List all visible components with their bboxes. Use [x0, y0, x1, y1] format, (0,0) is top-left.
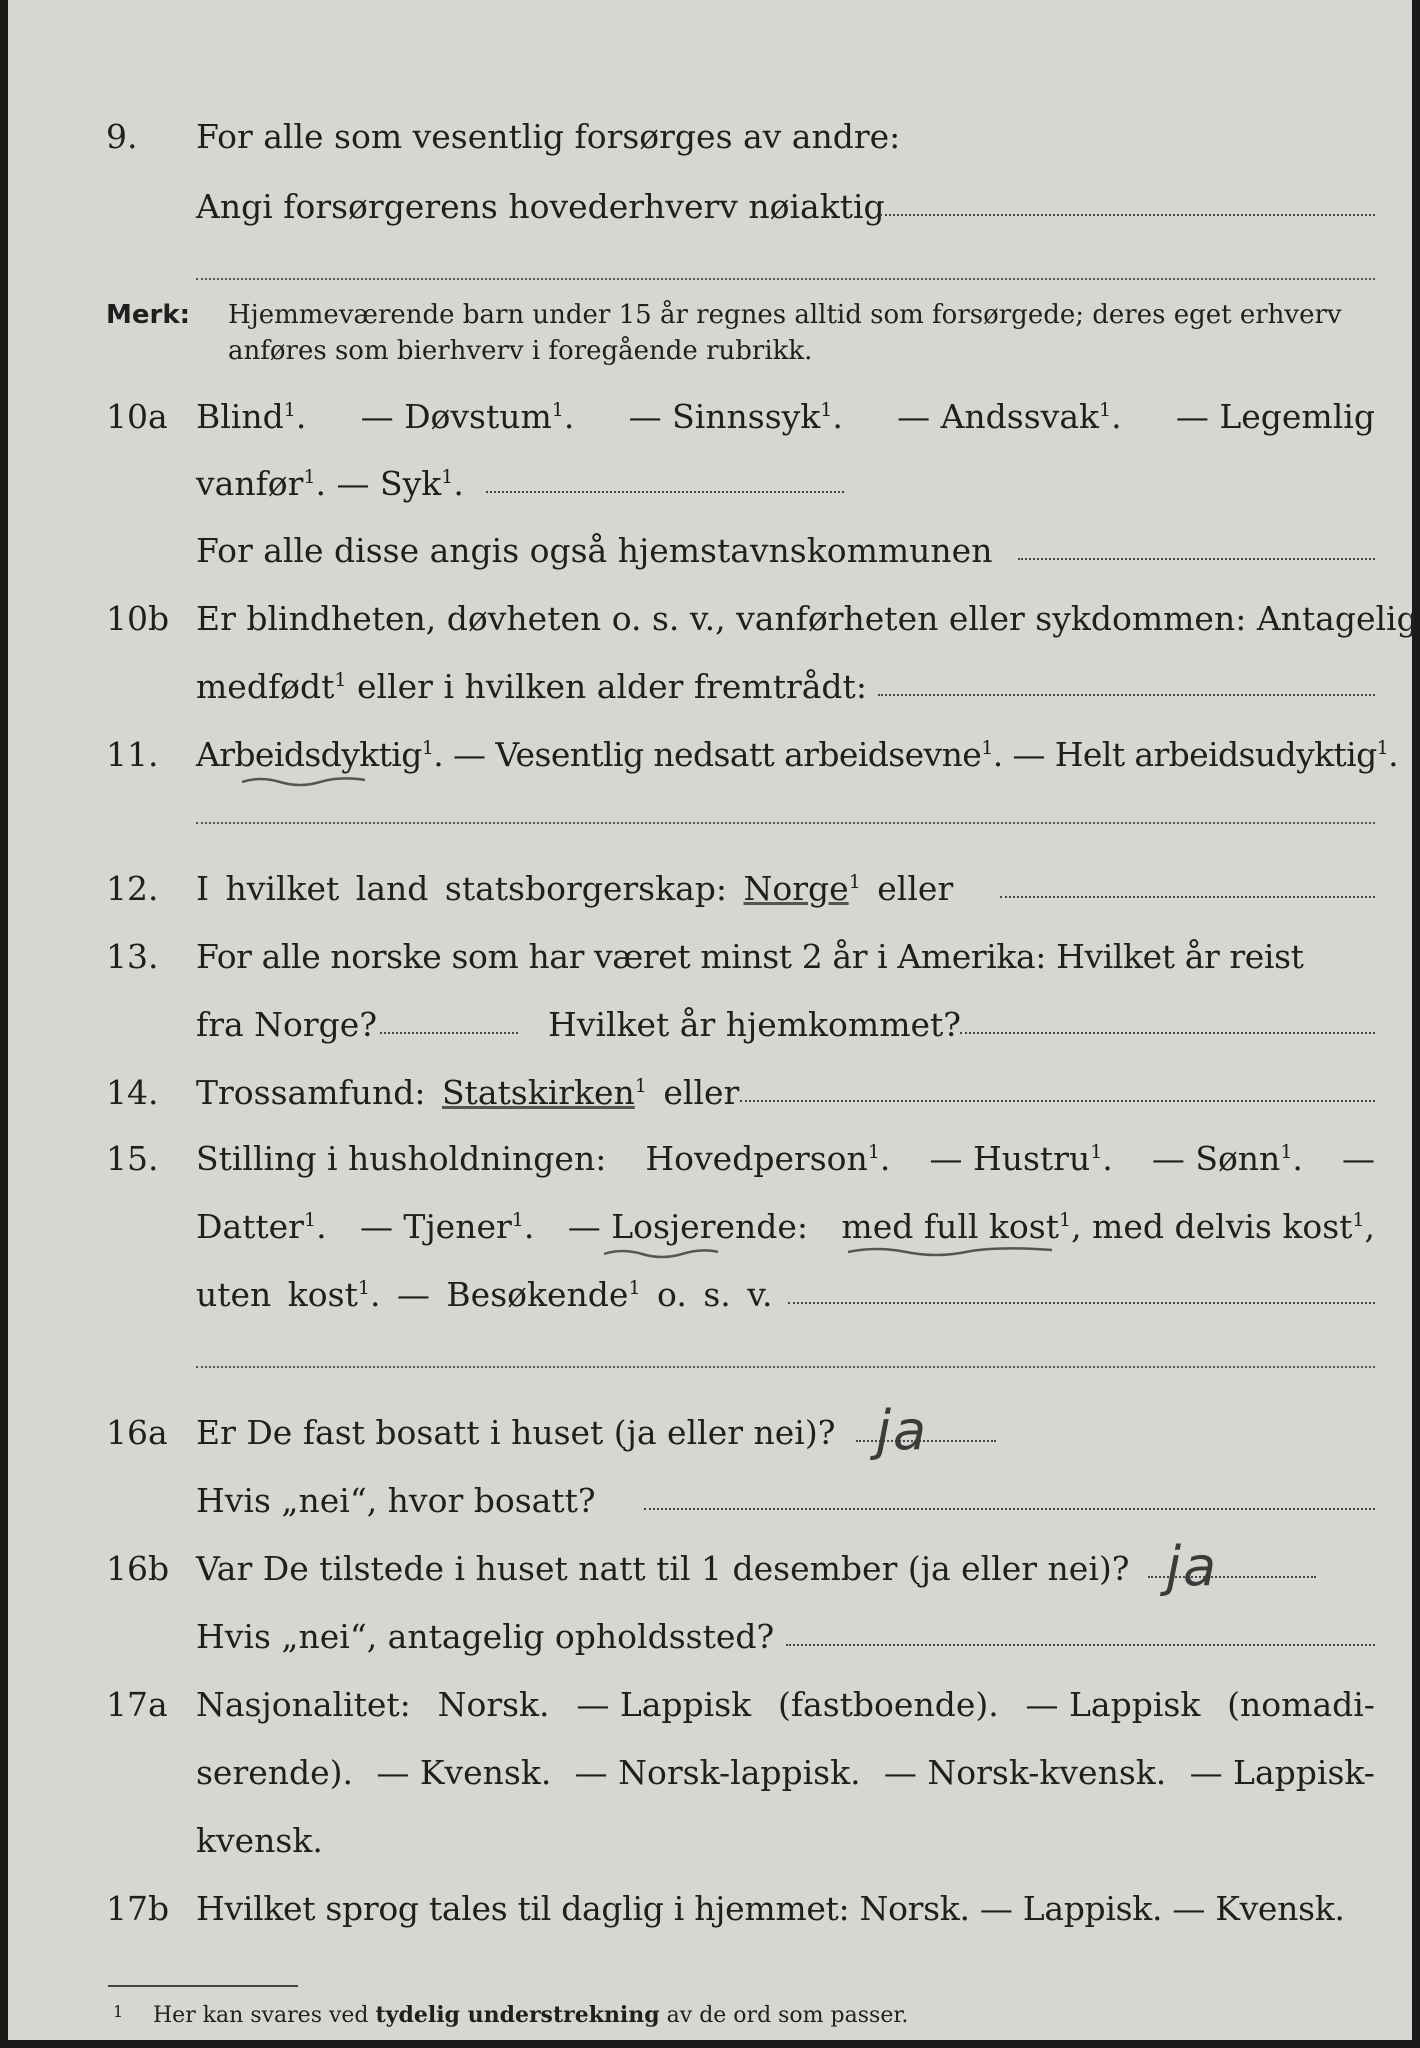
q16b-handwritten-answer: ja: [1166, 1535, 1219, 1598]
q17b-line1: Hvilket sprog tales til daglig i hjemmet: Norsk. — Lappisk. — Kvensk.: [196, 1889, 1345, 1928]
q10b-line1: Er blindheten, døvheten o. s. v., vanførheten eller sykdommen: Antagelig: [196, 599, 1418, 638]
footnote: 1 Her kan svares ved tydelig understrekning av de ord som passer.: [113, 2002, 909, 2028]
q15-opt-hustru[interactable]: — Hustru$^1$.: [929, 1139, 1113, 1178]
merk-label: Merk:: [106, 300, 191, 330]
q10a-line2: vanfør$^1$. — Syk$^1$.: [196, 464, 464, 503]
footnote-divider: [108, 1985, 298, 1987]
merk-line2: anføres som bierhverv i foregående rubrikk.: [228, 336, 813, 366]
q14-opt-statskirken[interactable]: Statskirken: [441, 1073, 635, 1112]
q14-answer-line[interactable]: [740, 1100, 1375, 1102]
q10b-number: 10b: [106, 599, 170, 638]
q17a-opt-lappisk-kvensk[interactable]: — Lappisk-: [1189, 1753, 1375, 1792]
q17a-opt-kvensk[interactable]: — Kvensk.: [376, 1753, 552, 1792]
q15-opt-uten-kost[interactable]: uten kost$^1$: [196, 1275, 370, 1314]
q17b-number: 17b: [106, 1889, 170, 1928]
q10a-syk-answer-line[interactable]: [486, 491, 844, 493]
q10a-kommune-answer-line[interactable]: [1018, 558, 1375, 560]
q15-label: Stilling i husholdningen:: [196, 1139, 607, 1178]
q14-number: 14.: [106, 1073, 159, 1112]
footnote-number: 1: [113, 2002, 124, 2021]
q10a-line3: For alle disse angis også hjemstavnskommunen: [196, 531, 993, 570]
q15-dash: —: [1341, 1139, 1375, 1178]
q17a-number: 17a: [106, 1685, 168, 1724]
q15-answer-line[interactable]: [788, 1302, 1375, 1304]
q15-opt-hovedperson[interactable]: Hovedperson$^1$.: [645, 1139, 891, 1178]
q16a-line2: Hvis „nei“, hvor bosatt?: [196, 1481, 596, 1520]
q12-line1: I hvilket land statsborgerskap: Norge$^1$ eller: [196, 869, 954, 908]
q16b-opphold-answer-line[interactable]: [786, 1644, 1375, 1646]
q17a-line1: [196, 1685, 1375, 1724]
q17a-opt-norsk-kvensk[interactable]: — Norsk-kvensk.: [883, 1753, 1167, 1792]
q17a-fastboende: (fastboende).: [777, 1685, 999, 1724]
q13-hjemkommet-answer-line[interactable]: [960, 1032, 1375, 1034]
q12-opt-norge[interactable]: Norge: [743, 869, 849, 908]
q13-number: 13.: [106, 937, 159, 976]
q11-underline-mark: [240, 774, 370, 788]
q9-number: 9.: [106, 117, 138, 156]
q9-line2: Angi forsørgerens hovederhverv nøiaktig: [196, 187, 885, 226]
q16a-handwritten-answer: ja: [876, 1399, 929, 1462]
census-form-page: [8, 0, 1418, 2040]
q11-line1: Arbeidsdyktig$^1$. — Vesentlig nedsatt arbeidsevne$^1$. — Helt arbeidsudyktig$^1$.: [196, 735, 1399, 774]
merk-line1: Hjemmeværende barn under 15 år regnes alltid som forsørgede; deres eget erhverv: [228, 300, 1342, 330]
q10a-opt-sinnssyk[interactable]: — Sinnssyk$^1$.: [628, 397, 843, 436]
q17a-opt-norsk-lappisk[interactable]: — Norsk-lappisk.: [574, 1753, 861, 1792]
q17a-line3: kvensk.: [196, 1821, 323, 1860]
q11-number: 11.: [106, 735, 159, 774]
q15-opt-losjerende[interactable]: — Losjerende:: [567, 1207, 809, 1246]
q16b-line1: Var De tilstede i huset natt til 1 desember (ja eller nei)?: [196, 1549, 1130, 1588]
q10a-line1: [196, 397, 1375, 436]
q13-reist-answer-line[interactable]: [380, 1032, 518, 1034]
q10b-line2: medfødt$^1$ eller i hvilken alder fremtrådt:: [196, 667, 867, 706]
q15-underline-mark-1: [602, 1246, 722, 1260]
q10a-opt-blind[interactable]: Blind$^1$.: [196, 397, 307, 436]
q10b-answer-line[interactable]: [878, 694, 1375, 696]
q11-opt-arbeidsdyktig[interactable]: Arbeidsdyktig: [196, 735, 422, 774]
q15-number: 15.: [106, 1139, 159, 1178]
q13-line1: For alle norske som har været minst 2 år i Amerika: Hvilket år reist: [196, 937, 1304, 976]
q15-opt-tjener[interactable]: — Tjener$^1$.: [359, 1207, 535, 1246]
q15-line3: uten kost$^1$. — Besøkende$^1$ o. s. v.: [196, 1275, 773, 1314]
q9-extra-line[interactable]: [196, 278, 1375, 280]
q16b-number: 16b: [106, 1549, 170, 1588]
q10a-opt-dovstum[interactable]: — Døvstum$^1$.: [360, 397, 575, 436]
q16a-number: 16a: [106, 1413, 168, 1452]
q11-extra-line[interactable]: [196, 822, 1375, 824]
q16a-line1: Er De fast bosatt i huset (ja eller nei)?: [196, 1413, 836, 1452]
q12-answer-line[interactable]: [1000, 896, 1375, 898]
q12-number: 12.: [106, 869, 159, 908]
q15-line1: [196, 1139, 1375, 1178]
q17a-opt-lappisk-fast[interactable]: — Lappisk: [576, 1685, 752, 1724]
q16a-bosatt-answer-line[interactable]: [644, 1508, 1375, 1510]
q9-answer-line[interactable]: [880, 214, 1375, 216]
q10a-number: 10a: [106, 397, 168, 436]
q15-line2: [196, 1207, 1375, 1246]
q17a-opt-norsk[interactable]: Norsk.: [437, 1685, 550, 1724]
q17a-label: Nasjonalitet:: [196, 1685, 411, 1724]
q10a-opt-legemlig[interactable]: — Legemlig: [1175, 397, 1375, 436]
q15-opt-full-kost[interactable]: med full kost$^1$, med delvis kost$^1$,: [841, 1207, 1375, 1246]
q15-opt-datter[interactable]: Datter$^1$.: [196, 1207, 327, 1246]
q17a-line2: [196, 1753, 1375, 1792]
q9-line1: For alle som vesentlig forsørges av andre:: [196, 117, 901, 156]
q16b-line2: Hvis „nei“, antagelig opholdssted?: [196, 1617, 775, 1656]
q10a-opt-andssvak[interactable]: — Andssvak$^1$.: [897, 397, 1122, 436]
q13-line2b: Hvilket år hjemkommet?: [548, 1005, 961, 1044]
q15-opt-sonn[interactable]: — Sønn$^1$.: [1151, 1139, 1303, 1178]
q13-line2a: fra Norge?: [196, 1005, 378, 1044]
q17a-nomadi: (nomadi-: [1227, 1685, 1375, 1724]
q15-extra-line[interactable]: [196, 1366, 1375, 1368]
q14-line1: Trossamfund: Statskirken$^1$ eller: [196, 1073, 740, 1112]
q15-underline-mark-2: [846, 1244, 1056, 1258]
q17a-opt-lappisk-nomad[interactable]: — Lappisk: [1025, 1685, 1201, 1724]
q17a-serende: serende).: [196, 1753, 354, 1792]
